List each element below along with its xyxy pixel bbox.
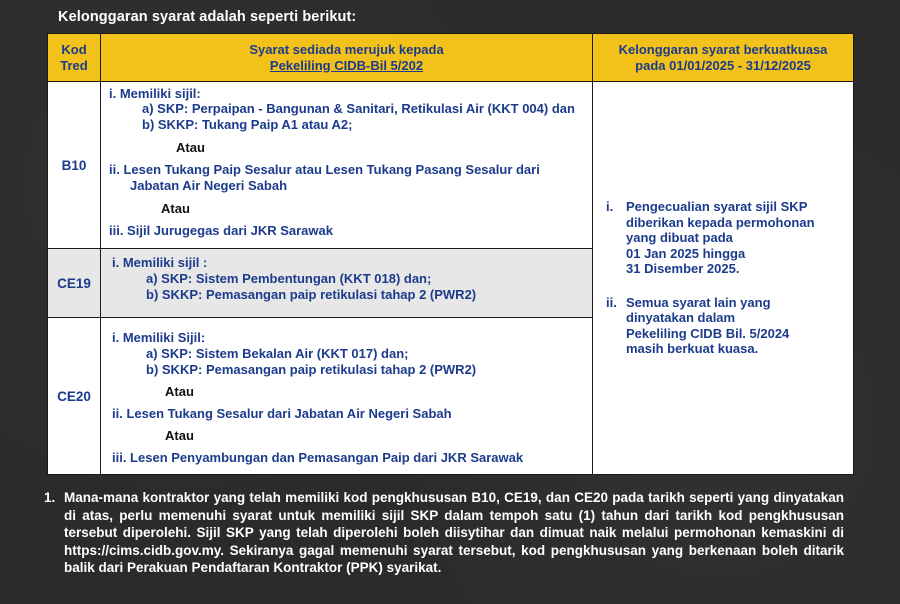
relief-item: [606, 295, 843, 357]
req-line: ii. Lesen Tukang Sesalur dari Jabatan Air Negeri Sabah: [112, 406, 452, 421]
req-line: i. Memiliki sijil:: [109, 86, 201, 101]
note-text: Mana-mana kontraktor yang telah memiliki kod pengkhususan B10, CE19, dan CE20 pada tarikh seperti yang dinyatakan di atas, perlu memenuhi syarat untuk memiliki sijil SKP dalam tempoh satu (1) tahun dari tarikh kod pengkhususan tersebut diperolehi. Sijil SKP yang telah diperolehi boleh diisytihar dan dimuat naik melalui permohonan kemaskini di https://cims.cidb.gov.my. Sekiranya gagal memenuhi syarat tersebut, kod pengkhususan yang berkenaan boleh ditarik balik dari Perakuan Pendaftaran Kontraktor (PPK) syarikat.: [64, 490, 844, 575]
req-line: b) SKKP: Pemasangan paip retikulasi tahap 2 (PWR2): [146, 287, 477, 302]
requirement-cell-b10: [101, 82, 593, 249]
header-code-line1: Kod: [61, 41, 87, 57]
header-code-line2: Tred: [60, 57, 88, 73]
requirement-cell-ce20: [101, 318, 593, 475]
code-cell-b10: B10: [48, 82, 101, 249]
req-line: a) SKP: Sistem Bekalan Air (KKT 017) dan;: [146, 346, 409, 361]
table-row-b10: [48, 82, 854, 249]
code-cell-ce20: CE20: [48, 318, 101, 475]
header-relief-line2: pada 01/01/2025 - 31/12/2025: [635, 57, 811, 73]
relief-item-number: ii.: [606, 294, 617, 310]
req-line: a) SKP: Perpaipan - Bangunan & Sanitari, Retikulasi Air (KKT 004) dan: [142, 101, 575, 116]
relief-item: [606, 199, 843, 277]
or-label: Atau: [165, 428, 194, 443]
code-cell-ce19: CE19: [48, 249, 101, 318]
or-label: Atau: [165, 384, 194, 399]
header-requirement-line2: Pekeliling CIDB-Bil 5/202: [269, 57, 424, 73]
header-requirement-line1: Syarat sediada merujuk kepada: [249, 41, 444, 57]
or-label: Atau: [161, 201, 190, 216]
section-heading: Kelonggaran syarat adalah seperti berikut:: [58, 9, 357, 25]
header-relief-line1: Kelonggaran syarat berkuatkuasa: [618, 41, 828, 57]
requirements-table: [47, 33, 854, 475]
header-code: [48, 34, 101, 82]
req-line: i. Memiliki sijil :: [112, 255, 208, 270]
req-line: i. Memiliki Sijil:: [112, 330, 206, 345]
req-line: Jabatan Air Negeri Sabah: [130, 178, 288, 193]
relief-cell: [593, 82, 854, 475]
relief-item-text: Semua syarat lain yang dinyatakan dalam Pekeliling CIDB Bil. 5/2024 masih berkuat kuasa.: [626, 294, 790, 357]
req-line: b) SKKP: Tukang Paip A1 atau A2;: [142, 117, 353, 132]
note-number: 1.: [44, 490, 56, 505]
relief-item-number: i.: [606, 199, 614, 215]
req-line: iii. Sijil Jurugegas dari JKR Sarawak: [109, 223, 333, 238]
or-label: Atau: [176, 140, 205, 155]
relief-item-text: Pengecualian syarat sijil SKP diberikan kepada permohonan yang dibuat pada 01 Jan 2025 hingga 31 Disember 2025.: [626, 199, 815, 277]
req-line: b) SKKP: Pemasangan paip retikulasi tahap 2 (PWR2): [146, 362, 477, 377]
req-line: a) SKP: Sistem Pembentungan (KKT 018) dan;: [146, 271, 432, 286]
req-line: ii. Lesen Tukang Paip Sesalur atau Lesen Tukang Pasang Sesalur dari: [109, 162, 540, 177]
header-relief: [593, 34, 854, 82]
note-item: [44, 489, 844, 577]
requirement-cell-ce19: [101, 249, 593, 318]
notes-list: [44, 489, 844, 581]
header-requirement: [101, 34, 593, 82]
req-line: iii. Lesen Penyambungan dan Pemasangan Paip dari JKR Sarawak: [112, 450, 524, 465]
